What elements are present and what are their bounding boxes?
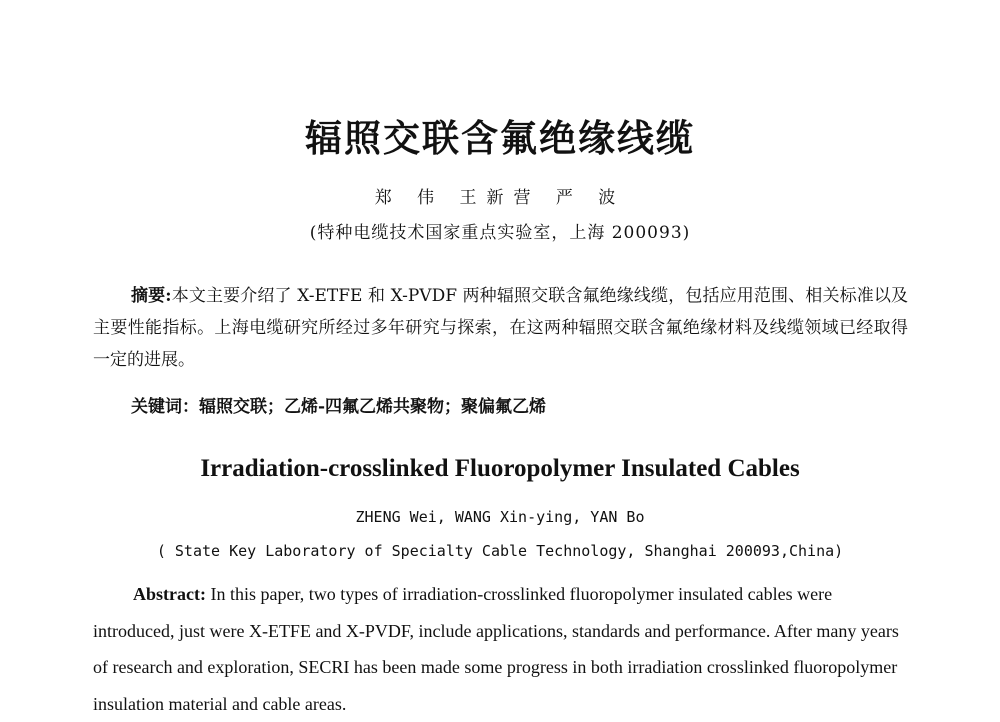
- english-title: Irradiation-crosslinked Fluoropolymer Insulated Cables: [200, 455, 800, 482]
- chinese-authors: 郑 伟 王新营 严 波: [374, 188, 626, 208]
- chinese-affiliation: (特种电缆技术国家重点实验室，上海 200093): [309, 223, 691, 243]
- english-affiliation: ( State Key Laboratory of Specialty Cable Technology, Shanghai 200093,China): [156, 542, 844, 560]
- english-authors: ZHENG Wei, WANG Xin-ying, YAN Bo: [355, 508, 645, 526]
- chinese-keywords-text: 辐照交联；乙烯-四氟乙烯共聚物；聚偏氟乙烯: [199, 397, 547, 417]
- english-abstract: [93, 576, 908, 722]
- chinese-keywords: [131, 392, 546, 417]
- english-abstract-label: Abstract:: [133, 584, 206, 604]
- english-abstract-text: In this paper, two types of irradiation-crosslinked fluoropolymer insulated cables were introduced, just were X-ETFE and X-PVDF, include applications, standards and performance. After many years of research and exploration, SECRI has been made some progress in both irradiation crosslinked fluoropolymer insulation material and cable areas.: [93, 584, 899, 714]
- chinese-title: 辐照交联含氟绝缘线缆: [305, 116, 695, 160]
- chinese-abstract-label: 摘要:: [131, 286, 172, 306]
- chinese-abstract-text: 本文主要介绍了 X-ETFE 和 X-PVDF 两种辐照交联含氟绝缘线缆，包括应用范围、相关标准以及主要性能指标。上海电缆研究所经过多年研究与探索，在这两种辐照交联含氟绝缘材料及线缆领域已经取得一定的进展。: [93, 286, 908, 370]
- chinese-abstract: [93, 280, 908, 376]
- chinese-keywords-label: 关键词：: [131, 397, 199, 417]
